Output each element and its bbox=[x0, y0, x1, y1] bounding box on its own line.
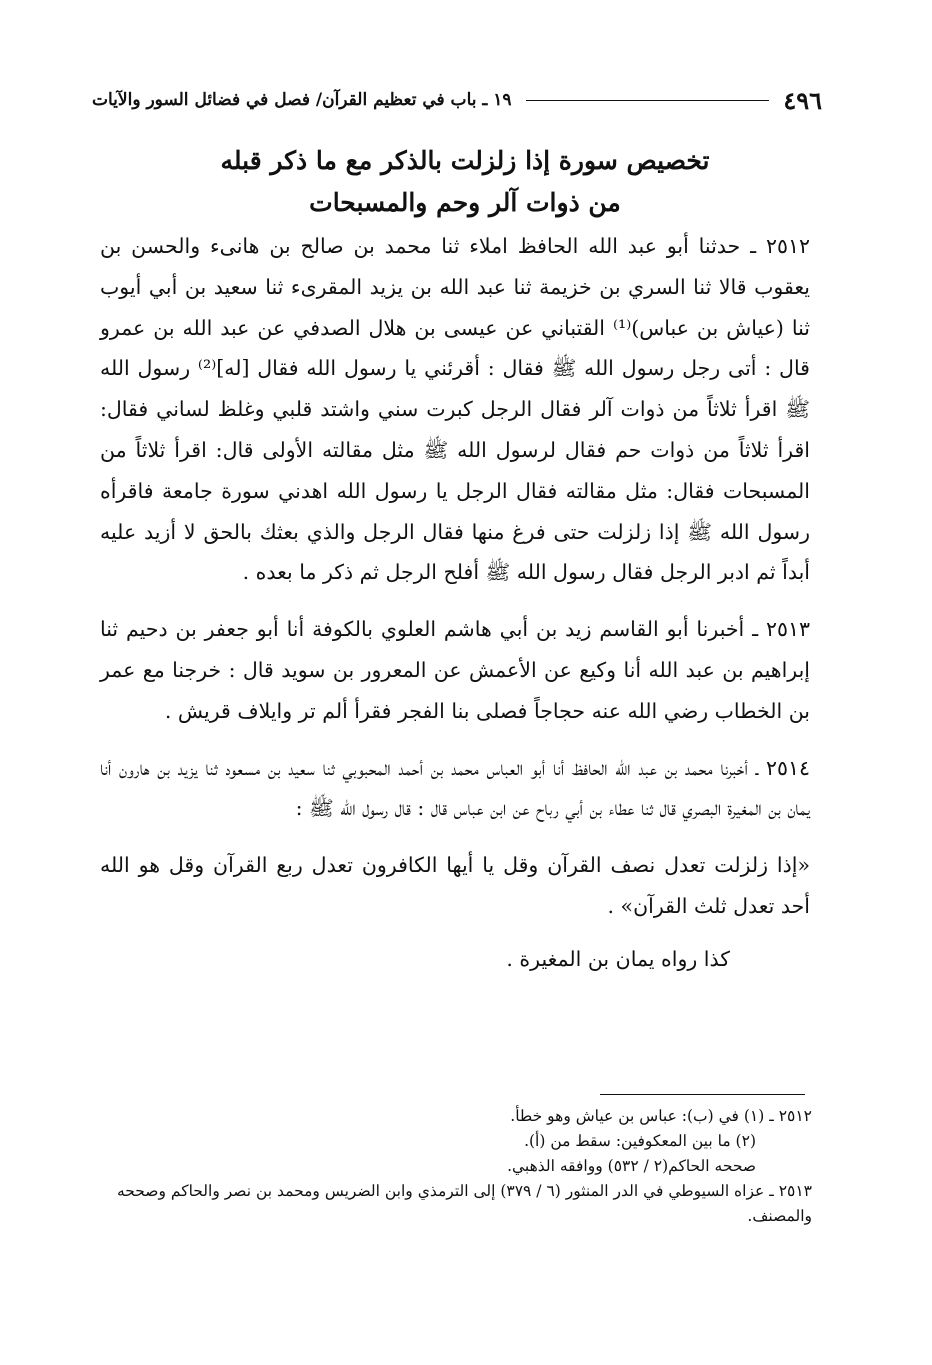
page-number: ٤٩٦ bbox=[783, 85, 822, 115]
footnote-2512-2: (٢) ما بين المعكوفين: سقط من (أ). bbox=[524, 1132, 756, 1150]
hadith-2514: ٢٥١٤ ـ أخبرنا محمد بن عبد الله الحافظ أنا أبو العباس محمد بن أحمد المحبوبي ثنا سعيد بن مسعود ثنا يزيد بن هارون أنا يمان بن المغيرة البصري قال ثنا عطاء بن أبي رباح عن ابن عباس قال : قال رسول الله ﷺ : bbox=[100, 755, 810, 821]
header-rule bbox=[526, 100, 770, 101]
main-text bbox=[100, 226, 810, 980]
hadith-2514-quote: «إذا زلزلت تعدل نصف القرآن وقل يا أيها الكافرون تعدل ربع القرآن وقل هو الله أحد تعدل ثلث القرآن» . bbox=[100, 853, 810, 918]
hadith-2513: ٢٥١٣ ـ أخبرنا أبو القاسم زيد بن أبي هاشم العلوي بالكوفة أنا أبو جعفر بن دحيم ثنا إبراهيم بن عبد الله أنا وكيع عن الأعمش عن المعرور بن سويد قال : خرجنا مع عمر بن الخطاب رضي الله عنه حجاجاً فصلى بنا الفجر فقرأ ألم تر وايلاف قريش . bbox=[100, 617, 810, 723]
footnote-2513: ٢٥١٣ ـ عزاه السيوطي في الدر المنثور (٦ / ٣٧٩) إلى الترمذي وابن الضريس ومحمد بن نصر والحاكم وصححه والمصنف. bbox=[116, 1182, 812, 1225]
section-title-line-1: تخصيص سورة إذا زلزلت بالذكر مع ما ذكر قبله bbox=[220, 146, 710, 175]
footnotes bbox=[100, 1104, 812, 1229]
footnote-rule bbox=[600, 1094, 805, 1095]
running-title: ١٩ ـ باب في تعظيم القرآن/ فصل في فضائل السور والآيات bbox=[92, 90, 512, 110]
page-header bbox=[92, 82, 822, 118]
footnote-2512-1: ٢٥١٢ ـ (١) في (ب): عباس بن عياش وهو خطأ. bbox=[510, 1107, 812, 1125]
closing-line: كذا رواه يمان بن المغيرة . bbox=[506, 946, 730, 971]
section-title bbox=[120, 140, 810, 224]
footnote-2512-3: صححه الحاكم(٢ / ٥٣٢) ووافقه الذهبي. bbox=[507, 1157, 756, 1175]
section-title-line-2: من ذوات آلر وحم والمسبحات bbox=[309, 188, 621, 217]
hadith-2512: ٢٥١٢ ـ حدثنا أبو عبد الله الحافظ املاء ثنا محمد بن صالح بن هانىء والحسن بن يعقوب قالا ثنا السري بن خزيمة ثنا عبد الله بن يزيد المقرىء ثنا سعيد بن أبي أيوب ثنا (عياش بن عباس)⁽¹⁾ القتباني عن عيسى بن هلال الصدفي عن عبد الله بن عمرو قال : أتى رجل رسول الله ﷺ فقال : أقرئني يا رسول الله فقال [له]⁽²⁾ رسول الله ﷺ اقرأ ثلاثاً من ذوات آلر فقال الرجل كبرت سني واشتد قلبي وغلظ لساني فقال: اقرأ ثلاثاً من ذوات حم فقال لرسول الله ﷺ مثل مقالته الأولى قال: اقرأ ثلاثاً من المسبحات فقال: مثل مقالته فقال الرجل يا رسول الله اهدني سورة جامعة فاقرأه رسول الله ﷺ إذا زلزلت حتى فرغ منها فقال الرجل والذي بعثك بالحق لا أزيد عليه أبداً ثم ادبر الرجل فقال رسول الله ﷺ أفلح الرجل ثم ذكر ما بعده . bbox=[100, 234, 810, 585]
